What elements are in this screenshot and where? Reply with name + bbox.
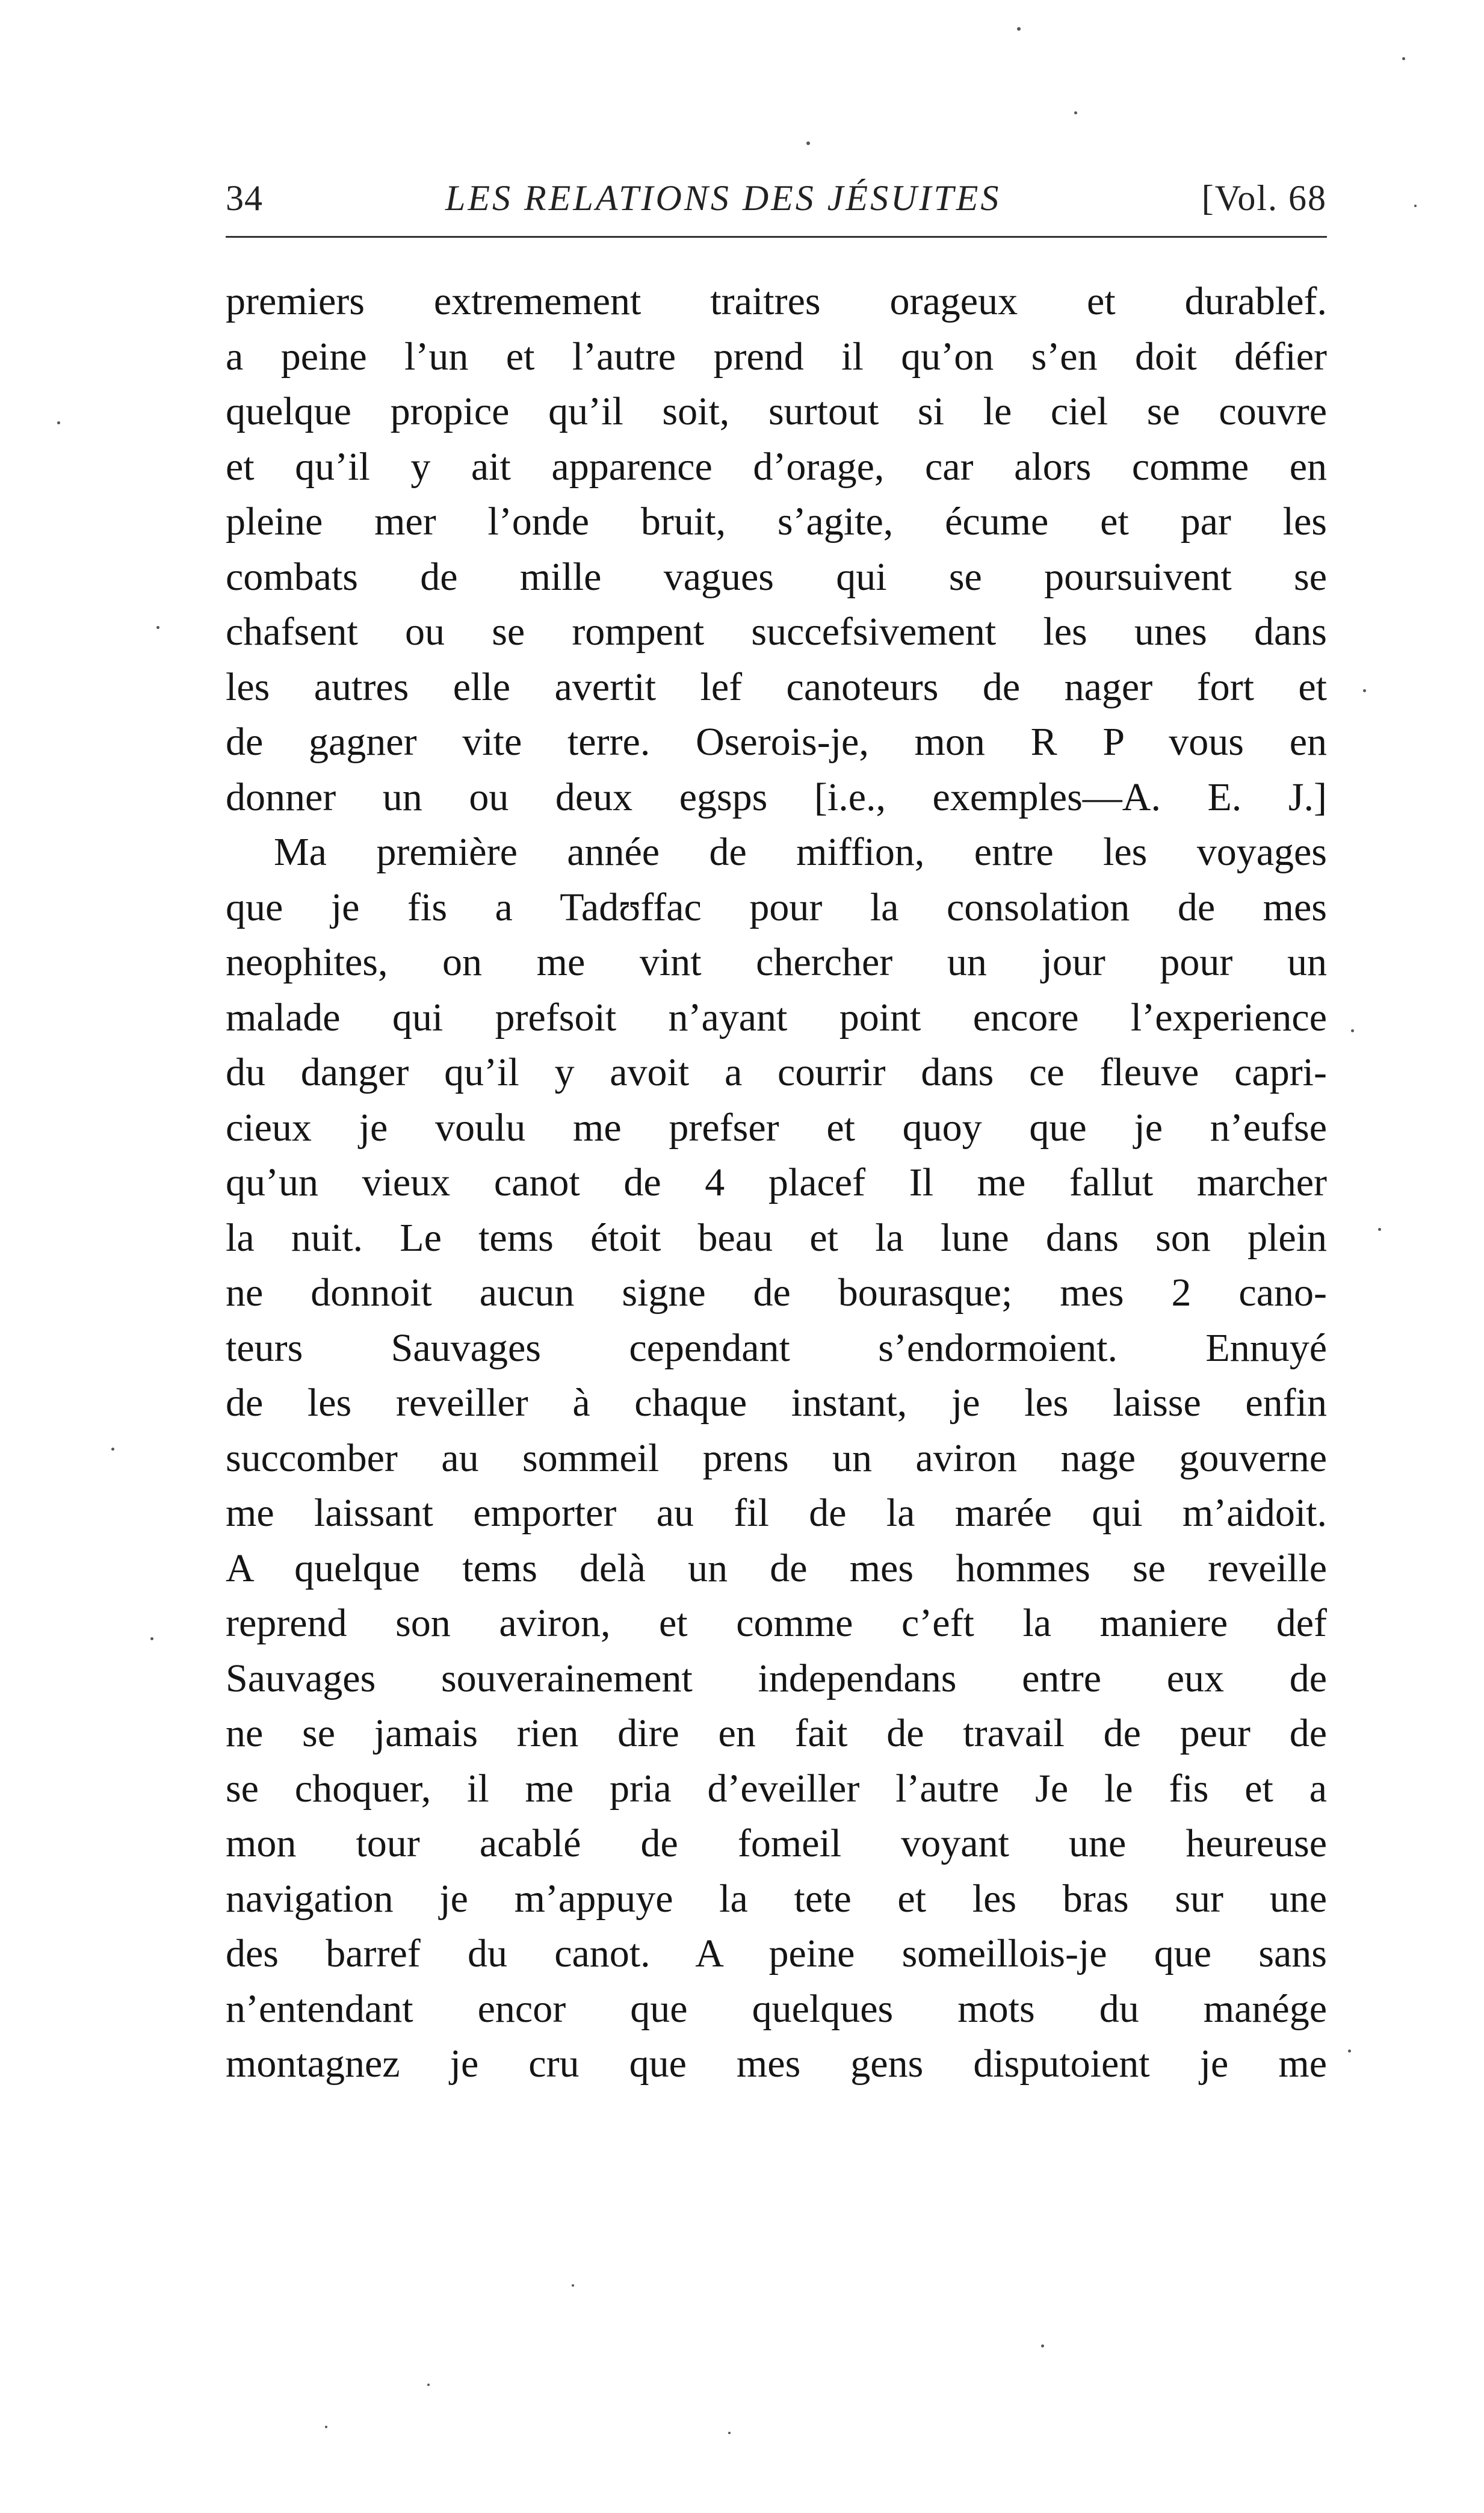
text-line: chafsent ou se rompent succefsivement les unes dans — [226, 610, 1327, 654]
text-line: pleine mer l’onde bruit, s’agite, écume et par les — [226, 500, 1327, 544]
text-line: me laissant emporter au fil de la marée qui m’aidoit. — [226, 1491, 1327, 1535]
scan-speck — [572, 2284, 574, 2287]
text-line: neophites, on me vint chercher un jour pour un — [226, 940, 1327, 984]
scan-speck — [1378, 1228, 1381, 1231]
header-rule — [226, 236, 1327, 238]
text-line: combats de mille vagues qui se poursuivent se — [226, 554, 1327, 599]
text-line: reprend son aviron, et comme c’eft la maniere def — [226, 1601, 1327, 1645]
scan-speck — [806, 141, 810, 145]
scan-speck — [1041, 2344, 1044, 2347]
text-line: qu’un vieux canot de 4 placef Il me fallut marcher — [226, 1160, 1327, 1204]
text-line: navigation je m’appuye la tete et les bras sur une — [226, 1876, 1327, 1921]
text-line: cieux je voulu me prefser et quoy que je n’eufse — [226, 1105, 1327, 1150]
scan-speck — [1363, 689, 1366, 692]
body-text — [226, 274, 1327, 2092]
scan-speck — [1402, 57, 1405, 60]
scan-speck — [150, 1637, 153, 1640]
text-line: donner un ou deux egsps [i.e., exemples—A. E. J.] — [226, 775, 1327, 819]
scan-speck — [57, 421, 60, 424]
scan-speck — [111, 1448, 114, 1451]
scan-speck — [156, 626, 159, 629]
text-line: premiers extremement traitres orageux et durablef. — [226, 279, 1327, 323]
text-line: Sauvages souverainement independans entre eux de — [226, 1656, 1327, 1700]
text-line: que je fis a Tadʊffac pour la consolation de mes — [226, 885, 1327, 929]
text-line: a peine l’un et l’autre prend il qu’on s’en doit défier — [226, 334, 1327, 379]
text-line: des barref du canot. A peine someillois-je que sans — [226, 1932, 1327, 1975]
text-line: malade qui prefsoit n’ayant point encore l’experience — [226, 995, 1327, 1040]
scan-speck — [728, 2432, 731, 2434]
text-line: et qu’il y ait apparence d’orage, car alors comme en — [226, 444, 1327, 489]
text-line: ne se jamais rien dire en fait de travail de peur de — [226, 1711, 1327, 1755]
scan-speck — [325, 2426, 327, 2428]
text-line: la nuit. Le tems étoit beau et la lune dans son plein — [226, 1215, 1327, 1260]
text-line: A quelque tems delà un de mes hommes se reveille — [226, 1546, 1327, 1590]
scan-speck — [1414, 205, 1417, 207]
text-line: mon tour acablé de fomeil voyant une heureuse — [226, 1821, 1327, 1865]
text-line: Ma première année de miffion, entre les voyages — [274, 830, 1327, 874]
text-line: n’entendant encor que quelques mots du manége — [226, 1986, 1327, 2031]
text-line: teurs Sauvages cependant s’endormoient. Ennuyé — [226, 1325, 1327, 1370]
scan-speck — [427, 2384, 430, 2386]
scan-speck — [1348, 2050, 1351, 2053]
text-line: se choquer, il me pria d’eveiller l’autre Je le fis et a — [226, 1766, 1327, 1811]
running-header — [226, 178, 1327, 232]
scan-speck — [1017, 27, 1021, 31]
text-line: les autres elle avertit lef canoteurs de nager fort et — [226, 665, 1327, 709]
text-line: quelque propice qu’il soit, surtout si le ciel se couvre — [226, 389, 1327, 433]
scan-speck — [1074, 111, 1077, 114]
text-line: de gagner vite terre. Oserois-je, mon R P vous en — [226, 720, 1327, 764]
text-line: du danger qu’il y avoit a courrir dans ce fleuve capri- — [226, 1050, 1327, 1094]
running-title: LES RELATIONS DES JÉSUITES — [445, 178, 1001, 218]
text-line: montagnez je cru que mes gens disputoient je me — [226, 2042, 1327, 2086]
scan-speck — [1351, 1029, 1354, 1032]
page-number: 34 — [226, 178, 263, 218]
text-line: ne donnoit aucun signe de bourasque; mes 2 cano- — [226, 1271, 1327, 1315]
text-line: succomber au sommeil prens un aviron nage gouverne — [226, 1436, 1327, 1480]
text-line: de les reveiller à chaque instant, je les laisse enfin — [226, 1381, 1327, 1425]
volume-label: [Vol. 68 — [1201, 178, 1327, 218]
